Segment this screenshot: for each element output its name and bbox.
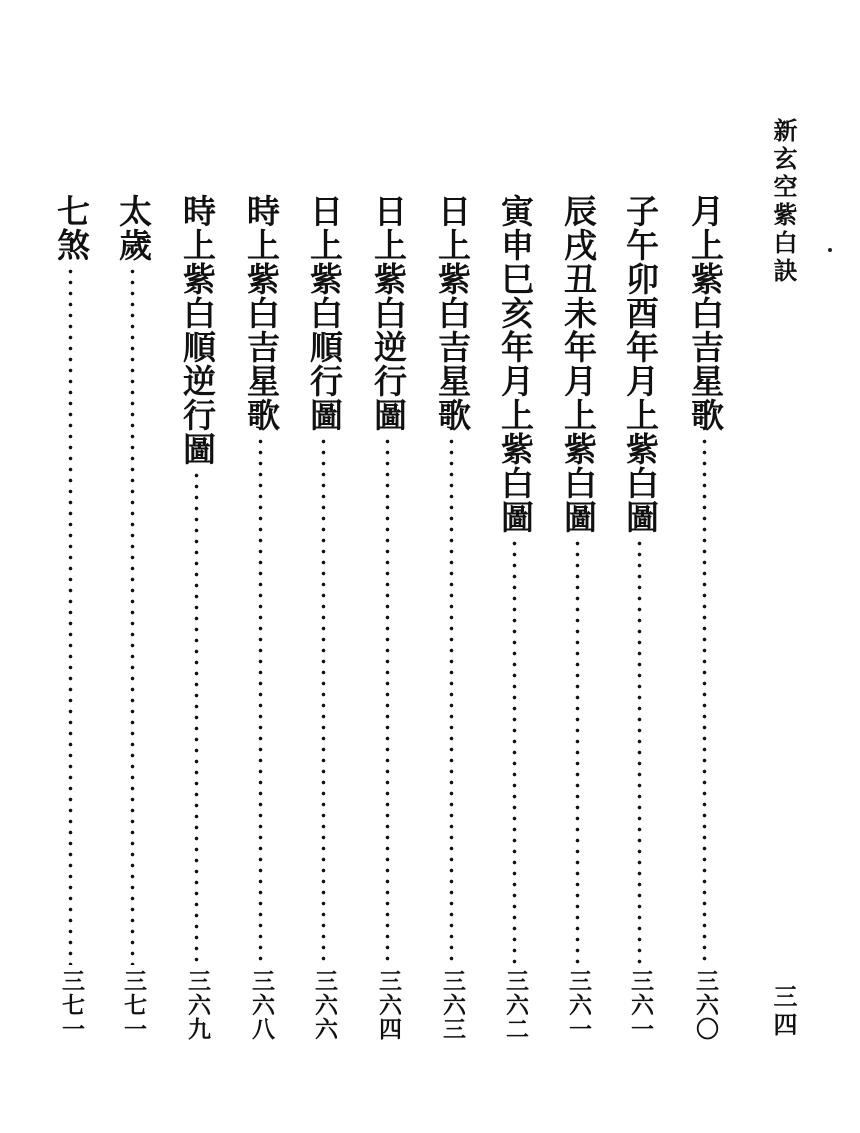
toc-entry-page: 三六二 (502, 969, 529, 1041)
toc-entry-page: 三六九 (184, 969, 211, 1041)
dot-leader (385, 436, 390, 965)
dot-leader (512, 538, 517, 965)
dot-leader (68, 266, 73, 965)
toc-entry (494, 194, 536, 1054)
book-title: 新玄空紫白訣 (769, 118, 798, 286)
dot-leader (449, 436, 454, 965)
toc-entry-title: 太歲 (114, 194, 153, 262)
dot-leader (575, 538, 580, 965)
toc-entry-page: 三七一 (120, 969, 147, 1041)
print-speck (828, 248, 832, 252)
toc-entry-title: 時上紫白吉星歌 (242, 194, 281, 432)
dot-leader (702, 436, 707, 965)
dot-leader (194, 470, 199, 965)
toc-entry-title: 日上紫白順行圖 (305, 194, 344, 432)
toc-entry (619, 194, 661, 1054)
toc-entry (367, 194, 409, 1054)
toc-entry-title: 時上紫白順逆行圖 (178, 194, 217, 466)
dot-leader (637, 538, 642, 965)
toc-entry (431, 194, 473, 1054)
toc-entry-title: 寅申巳亥年月上紫白圖 (496, 194, 535, 534)
toc-entry (684, 194, 726, 1054)
toc-entry-title: 七煞 (52, 194, 91, 262)
toc-entry-page: 三六一 (627, 969, 654, 1041)
toc-entry-title: 日上紫白逆行圖 (369, 194, 408, 432)
toc-entry (557, 194, 599, 1054)
toc-entry-page: 三六三 (439, 969, 466, 1041)
toc-entry-page: 三六一 (565, 969, 592, 1041)
toc-entry (176, 194, 218, 1054)
page-number: 三四 (769, 984, 798, 1040)
dot-leader (321, 436, 326, 965)
toc-entry-page: 三六四 (375, 969, 402, 1041)
toc-entry (112, 194, 154, 1054)
toc-entry-title: 日上紫白吉星歌 (433, 194, 472, 432)
toc-entry (240, 194, 282, 1054)
toc-entry (303, 194, 345, 1054)
toc-entry-page: 三六八 (248, 969, 275, 1041)
toc-entry-title: 辰戌丑未年月上紫白圖 (559, 194, 598, 534)
toc-entry (50, 194, 92, 1054)
toc-entry-title: 子午卯酉年月上紫白圖 (621, 194, 660, 534)
toc-entry-page: 三六〇 (692, 969, 719, 1041)
toc-entry-page: 三七一 (58, 969, 85, 1041)
dot-leader (130, 266, 135, 965)
toc-entry-title: 月上紫白吉星歌 (686, 194, 725, 432)
toc-entry-page: 三六六 (311, 969, 338, 1041)
dot-leader (258, 436, 263, 965)
